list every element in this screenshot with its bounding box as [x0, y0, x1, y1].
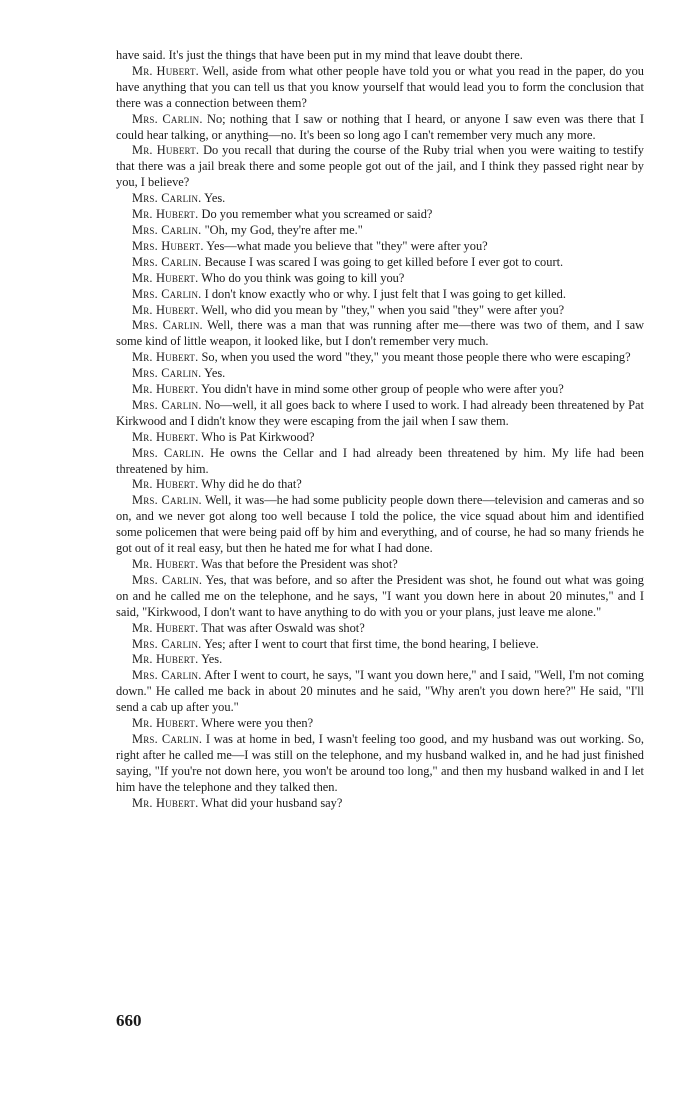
transcript-paragraph — [116, 621, 644, 637]
testimony-text: I don't know exactly who or why. I just felt that I was going to get killed. — [204, 286, 566, 301]
testimony-text: Yes; after I went to court that first time, the bond hearing, I believe. — [204, 636, 539, 651]
transcript-paragraph — [116, 398, 644, 430]
testimony-text: After I went to court, he says, "I want you down here," and I said, "Well, I'm not coming down." He called me back in about 20 minutes and he said, "Why aren't you down here?" He said, "I'll send a cab up after you." — [116, 668, 644, 715]
transcript-paragraph — [116, 191, 644, 207]
testimony-text: No; nothing that I saw or nothing that I heard, or anyone I saw even was there that I could hear talking, or anything—no. It's been so long ago I can't remember very much any more. — [116, 111, 644, 142]
testimony-text: Yes—what made you believe that "they" were after you? — [206, 238, 488, 253]
speaker-name: Mr. Hubert. — [132, 477, 199, 492]
testimony-text: Who is Pat Kirkwood? — [201, 429, 315, 444]
speaker-name: Mrs. Hubert. — [132, 238, 204, 253]
testimony-text: Was that before the President was shot? — [201, 557, 398, 571]
speaker-name: Mrs. Carlin. — [132, 731, 203, 746]
speaker-name: Mr. Hubert. — [132, 350, 199, 365]
testimony-text: What did your husband say? — [201, 795, 343, 810]
speaker-name: Mr. Hubert. — [132, 557, 199, 571]
transcript-paragraph — [116, 652, 644, 668]
testimony-text: "Oh, my God, they're after me." — [204, 222, 363, 237]
testimony-text: Yes, that was before, and so after the President was shot, he found out what was going on and he called me on the telephone, and he says, "I want you down here in about 20 minutes," and I said, "Kirkwood, I don't want to have anything to do with you or your plans, just leave me alone." — [116, 572, 644, 619]
transcript-paragraph — [116, 64, 644, 112]
testimony-text: That was after Oswald was shot? — [201, 620, 365, 635]
transcript-paragraph — [116, 573, 644, 621]
speaker-name: Mrs. Carlin. — [132, 668, 202, 683]
transcript-paragraph — [116, 668, 644, 716]
speaker-name: Mrs. Carlin. — [132, 636, 202, 651]
testimony-text: Do you recall that during the course of the Ruby trial when you were waiting to testify that there was a jail break there and some people got out of the jail, and I think they passed right near by you, I believe? — [116, 143, 644, 190]
speaker-name: Mrs. Carlin. — [132, 111, 203, 126]
testimony-text: No—well, it all goes back to where I used to work. I had already been threatened by Pat Kirkwood and I didn't know they were escaping from the jail when I saw them. — [116, 397, 645, 428]
speaker-name: Mrs. Carlin. — [132, 191, 202, 206]
transcript-paragraph — [116, 493, 644, 557]
transcript-paragraph — [116, 382, 644, 398]
speaker-name: Mr. Hubert. — [132, 795, 199, 810]
speaker-name: Mr. Hubert. — [132, 63, 199, 78]
transcript-paragraph — [116, 112, 644, 144]
speaker-name: Mrs. Carlin. — [132, 366, 202, 381]
testimony-text: have said. It's just the things that have been put in my mind that leave doubt there. — [116, 48, 523, 62]
testimony-text: Well, aside from what other people have told you or what you read in the paper, do you have anything that you can tell us that you know yourself that would lead you to form the conclusion that there was a connection between them? — [116, 63, 644, 110]
transcript-page — [116, 48, 644, 812]
transcript-paragraph — [116, 732, 644, 796]
transcript-paragraph — [116, 318, 644, 350]
testimony-text: Well, there was a man that was running after me—there was two of them, and I saw some kind of little weapon, it looked like, but I don't remember very much. — [116, 318, 645, 349]
transcript-paragraph — [116, 430, 644, 446]
speaker-name: Mrs. Carlin. — [132, 318, 203, 333]
speaker-name: Mrs. Carlin. — [132, 254, 202, 269]
transcript-paragraph — [116, 271, 644, 287]
transcript-paragraph — [116, 366, 644, 382]
transcript-paragraph — [116, 637, 644, 653]
testimony-text: I was at home in bed, I wasn't feeling too good, and my husband was out working. So, right after he called me—I was still on the telephone, and my husband walked in, and he had just finished saying, "If you're not down here, you won't be around too long," and then my husband walked in and I let him have the telephone and they talked then. — [116, 731, 644, 794]
transcript-paragraph — [116, 446, 644, 478]
speaker-name: Mr. Hubert. — [132, 270, 199, 285]
speaker-name: Mr. Hubert. — [132, 652, 199, 667]
transcript-paragraph — [116, 557, 644, 573]
speaker-name: Mr. Hubert. — [132, 716, 199, 731]
transcript-paragraph — [116, 255, 644, 271]
speaker-name: Mrs. Carlin. — [132, 286, 202, 301]
transcript-paragraph — [116, 303, 644, 319]
transcript-paragraph — [116, 287, 644, 303]
testimony-text: You didn't have in mind some other group of people who were after you? — [201, 382, 564, 397]
testimony-text: Well, it was—he had some publicity people down there—television and cameras and so on, and we never got along too well because I told the police, the vice squad about him and identified some policemen that were being paid off by him and everything, and of course, he had so many friends he got out of it real easy, but then he hated me for what I had done. — [116, 493, 645, 556]
testimony-text: Why did he do that? — [201, 477, 302, 492]
testimony-text: Because I was scared I was going to get killed before I ever got to court. — [204, 254, 564, 269]
transcript-paragraph — [116, 716, 644, 732]
speaker-name: Mr. Hubert. — [132, 143, 200, 158]
speaker-name: Mr. Hubert. — [132, 302, 199, 317]
testimony-text: Well, who did you mean by "they," when you said "they" were after you? — [201, 302, 565, 317]
speaker-name: Mr. Hubert. — [132, 620, 199, 635]
testimony-text: Do you remember what you screamed or said? — [201, 207, 433, 222]
testimony-text: He owns the Cellar and I had already been threatened by him. My life had been threatened by him. — [116, 445, 644, 476]
speaker-name: Mrs. Carlin. — [132, 222, 202, 237]
page-number: 660 — [116, 1011, 142, 1030]
speaker-name: Mr. Hubert. — [132, 429, 199, 444]
transcript-paragraph — [116, 477, 644, 493]
speaker-name: Mrs. Carlin. — [132, 397, 202, 412]
speaker-name: Mr. Hubert. — [132, 207, 199, 222]
transcript-paragraph — [116, 239, 644, 255]
speaker-name: Mrs. Carlin. — [132, 445, 205, 460]
transcript-paragraph — [116, 350, 644, 366]
testimony-text: So, when you used the word "they," you meant those people there who were escaping? — [201, 350, 631, 365]
testimony-text: Where were you then? — [201, 716, 314, 731]
testimony-text: Yes. — [204, 191, 226, 206]
testimony-text: Yes. — [201, 652, 223, 667]
transcript-paragraph — [116, 796, 644, 812]
transcript-paragraph — [116, 207, 644, 223]
testimony-text: Who do you think was going to kill you? — [201, 270, 405, 285]
transcript-paragraph — [116, 143, 644, 191]
speaker-name: Mr. Hubert. — [132, 382, 199, 397]
speaker-name: Mrs. Carlin. — [132, 572, 203, 587]
speaker-name: Mrs. Carlin. — [132, 493, 202, 508]
transcript-paragraph — [116, 48, 644, 64]
testimony-text: Yes. — [204, 366, 226, 381]
transcript-paragraph — [116, 223, 644, 239]
